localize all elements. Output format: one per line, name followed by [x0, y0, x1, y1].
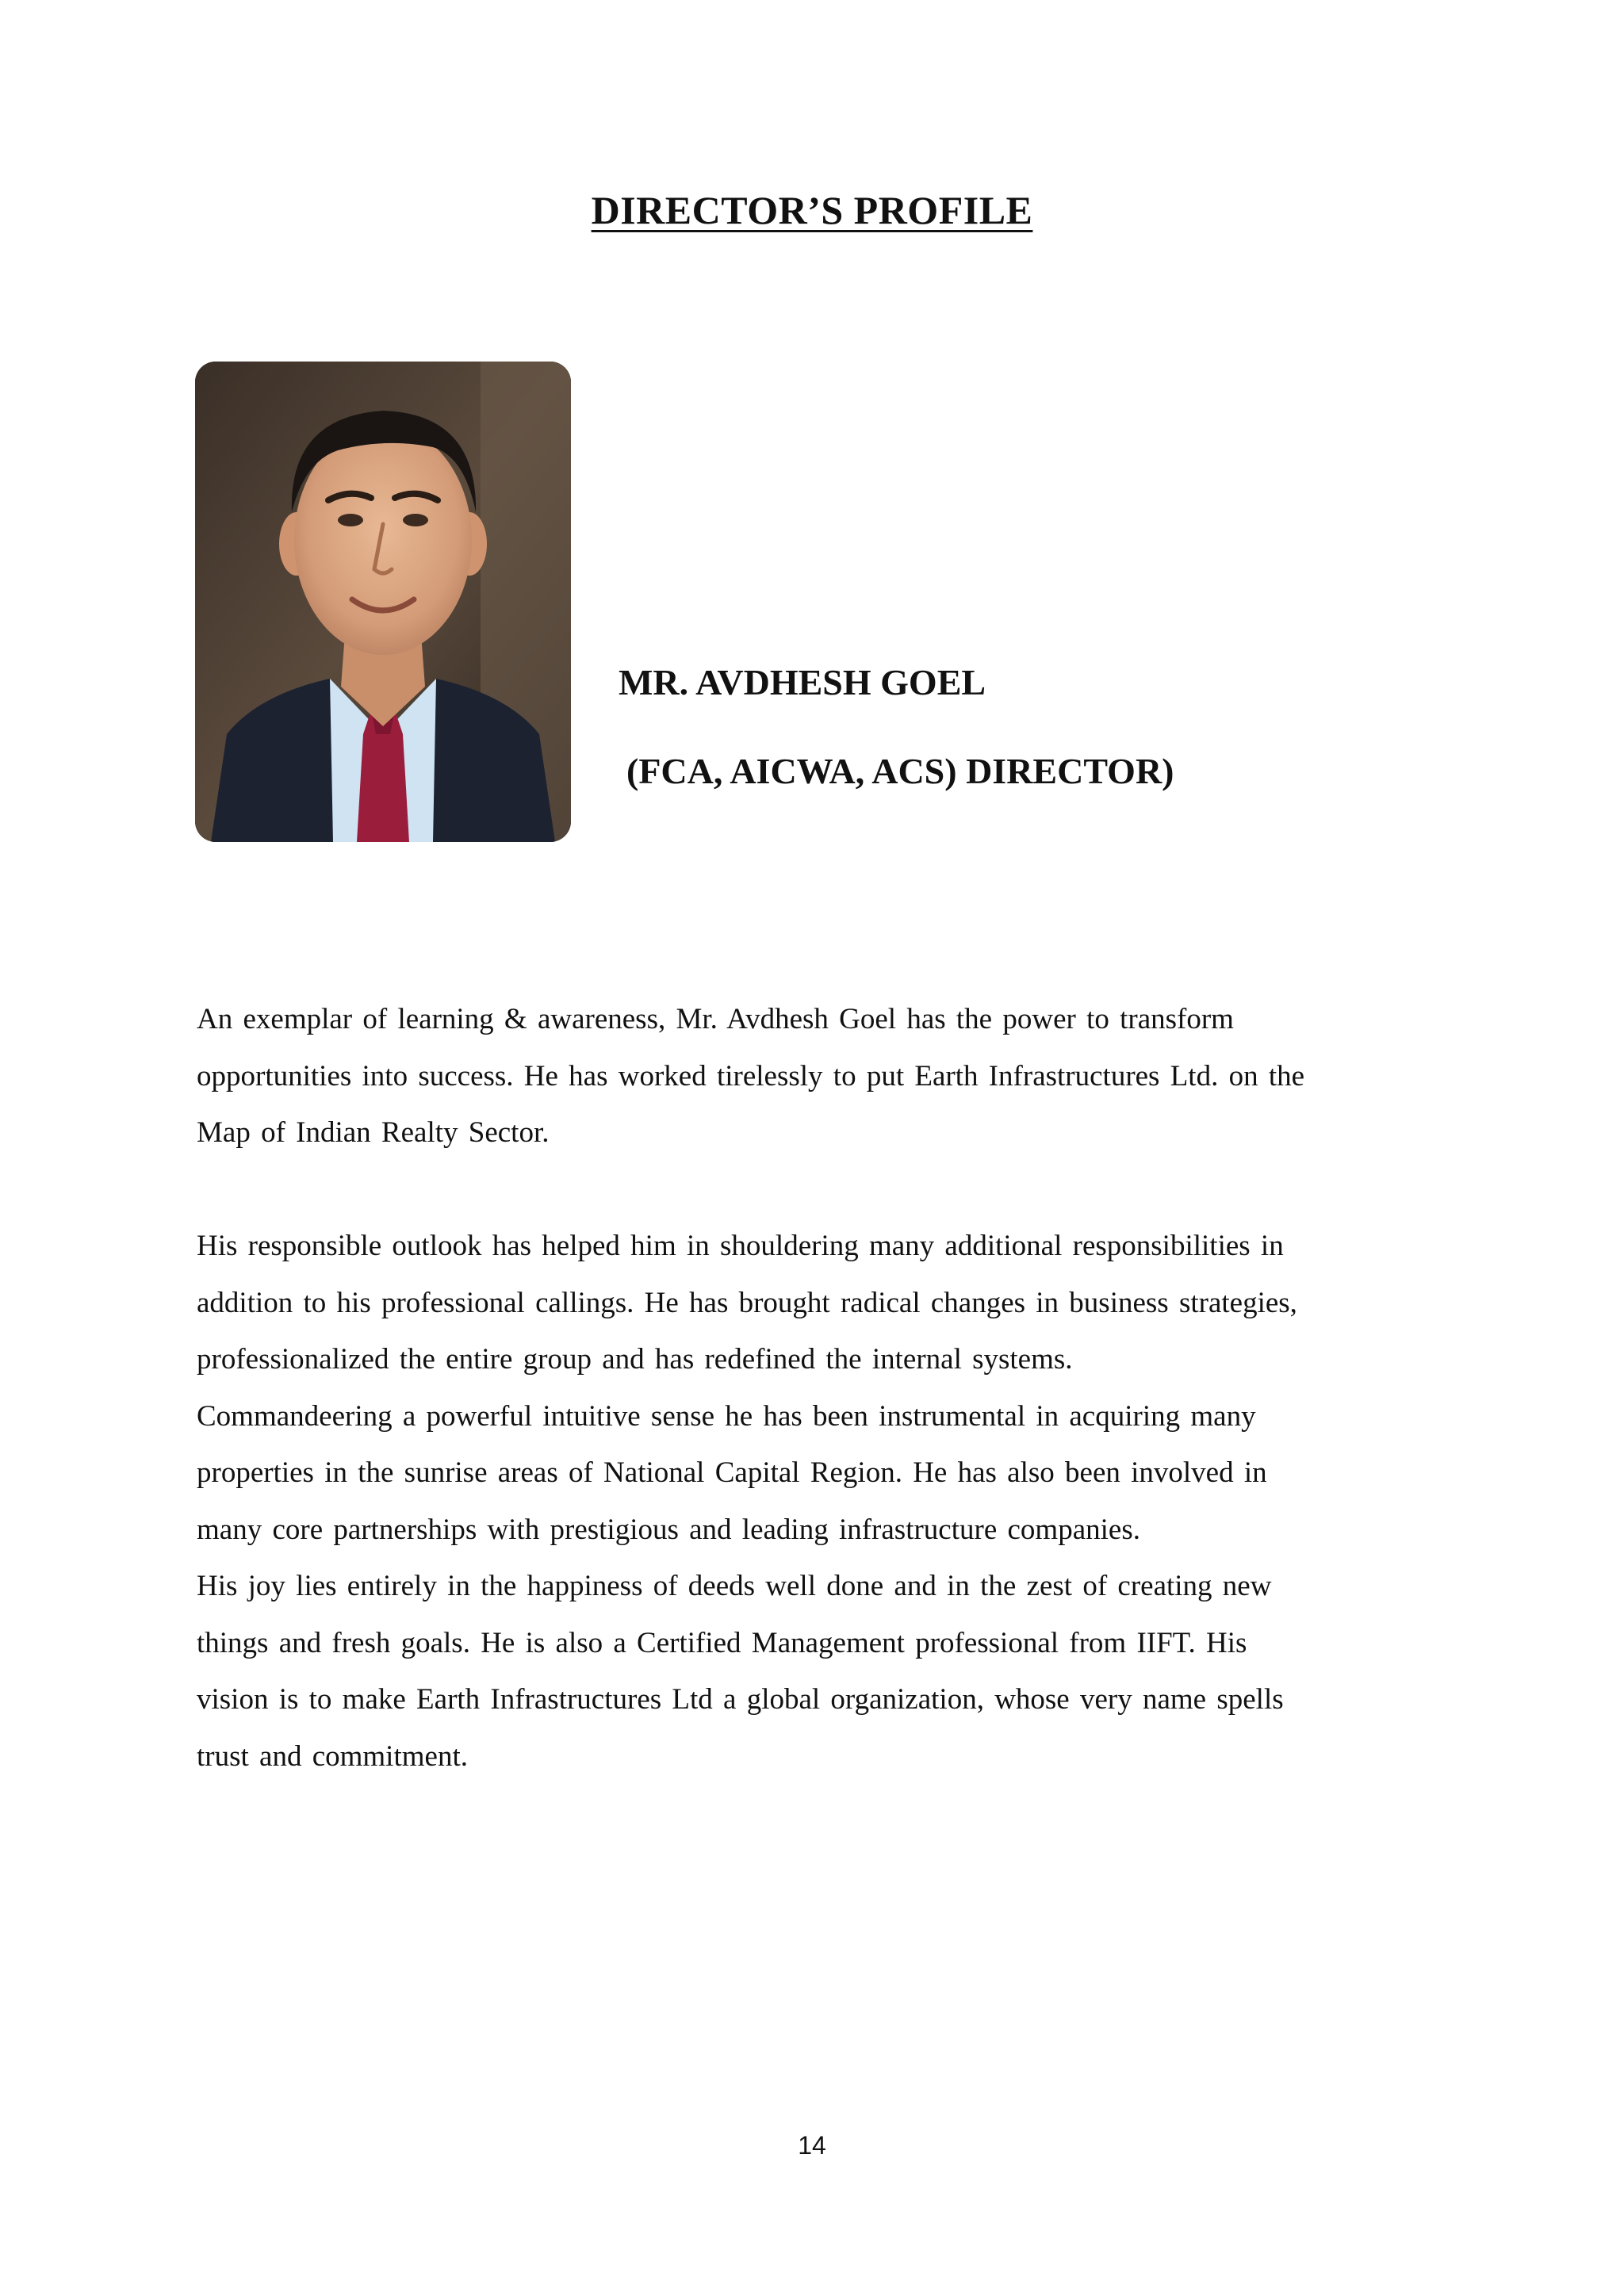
bio-line: properties in the sunrise areas of National Capital Region. He has also been involved in	[197, 1456, 1267, 1489]
bio-line: vision is to make Earth Infrastructures Ltd a global organization, whose very name spells	[197, 1683, 1284, 1716]
bio-line: addition to his professional callings. He has brought radical changes in business strategies,	[197, 1286, 1297, 1319]
bio-paragraph-2	[197, 1218, 1402, 1785]
bio-line: trust and commitment.	[197, 1739, 468, 1773]
bio-line: opportunities into success. He has worked tirelessly to put Earth Infrastructures Ltd. on the	[197, 1059, 1305, 1093]
bio-line: His responsible outlook has helped him in shouldering many additional responsibilities in	[197, 1230, 1284, 1262]
page-number: 14	[798, 2131, 826, 2160]
bio-line: things and fresh goals. He is also a Certified Management professional from IIFT. His	[197, 1626, 1247, 1659]
director-credentials: (FCA, AICWA, ACS) DIRECTOR)	[626, 751, 1174, 791]
director-portrait-icon	[195, 362, 571, 842]
page-title: DIRECTOR’S PROFILE	[591, 188, 1033, 232]
director-name: MR. AVDHESH GOEL	[619, 662, 986, 702]
bio-paragraph-1	[197, 991, 1402, 1161]
bio-line: Map of Indian Realty Sector.	[197, 1116, 550, 1149]
bio-line: An exemplar of learning & awareness, Mr. Avdhesh Goel has the power to transform	[197, 1003, 1234, 1035]
bio-line: many core partnerships with prestigious and leading infrastructure companies.	[197, 1513, 1140, 1546]
bio-line: His joy lies entirely in the happiness of deeds well done and in the zest of creating new	[197, 1570, 1272, 1602]
director-photo	[195, 362, 571, 842]
bio-line: professionalized the entire group and has redefined the internal systems.	[197, 1343, 1073, 1376]
bio-line: Commandeering a powerful intuitive sense he has been instrumental in acquiring many	[197, 1399, 1256, 1433]
